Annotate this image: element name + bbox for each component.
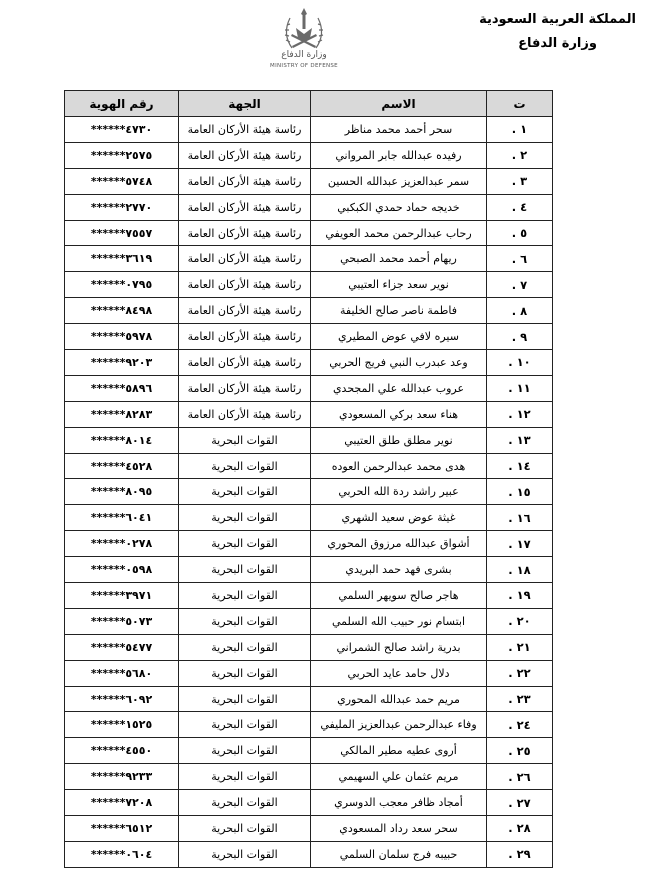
row-entity: القوات البحرية (179, 660, 311, 686)
row-number: ١ . (487, 117, 553, 143)
row-name: ابتسام نور حبيب الله السلمي (311, 608, 487, 634)
row-id-number: ******٨٠١٤ (65, 427, 179, 453)
row-entity: القوات البحرية (179, 583, 311, 609)
row-number: ٦ . (487, 246, 553, 272)
row-entity: رئاسة هيئة الأركان العامة (179, 350, 311, 376)
row-id-number: ******٤٥٥٠ (65, 738, 179, 764)
table-row (65, 583, 553, 609)
row-number: ٢٨ . (487, 816, 553, 842)
table-row (65, 246, 553, 272)
row-id-number: ******٤٧٣٠ (65, 117, 179, 143)
row-number: ٢٧ . (487, 790, 553, 816)
table-row (65, 686, 553, 712)
row-entity: القوات البحرية (179, 479, 311, 505)
row-entity: رئاسة هيئة الأركان العامة (179, 220, 311, 246)
table-row (65, 660, 553, 686)
row-entity: رئاسة هيئة الأركان العامة (179, 272, 311, 298)
row-name: مريم عثمان علي السهيمي (311, 764, 487, 790)
row-entity: رئاسة هيئة الأركان العامة (179, 401, 311, 427)
row-id-number: ******٠٦٠٤ (65, 841, 179, 867)
col-header-id: رقم الهوية (65, 91, 179, 117)
row-name: سمر عبدالعزيز عبدالله الحسين (311, 168, 487, 194)
row-id-number: ******٠٥٩٨ (65, 557, 179, 583)
row-number: ١٤ . (487, 453, 553, 479)
row-entity: رئاسة هيئة الأركان العامة (179, 375, 311, 401)
row-id-number: ******٥٦٨٠ (65, 660, 179, 686)
kingdom-title: المملكة العربية السعودية (479, 12, 636, 27)
row-name: بدرية راشد صالح الشمراني (311, 634, 487, 660)
row-name: ريهام أحمد محمد الصبحي (311, 246, 487, 272)
table-row (65, 324, 553, 350)
row-number: ١٢ . (487, 401, 553, 427)
emblem-icon (262, 4, 346, 52)
table-row (65, 634, 553, 660)
row-number: ١٩ . (487, 583, 553, 609)
table-row (65, 298, 553, 324)
row-name: فاطمة ناصر صالح الخليفة (311, 298, 487, 324)
row-name: وعد عبدرب النبي فريج الحربي (311, 350, 487, 376)
table-row (65, 764, 553, 790)
row-id-number: ******٥٧٤٨ (65, 168, 179, 194)
row-number: ٤ . (487, 194, 553, 220)
table-row (65, 479, 553, 505)
row-entity: القوات البحرية (179, 505, 311, 531)
row-id-number: ******٥٩٧٨ (65, 324, 179, 350)
table-row (65, 453, 553, 479)
row-entity: القوات البحرية (179, 738, 311, 764)
row-entity: القوات البحرية (179, 790, 311, 816)
table-row (65, 401, 553, 427)
emblem-text-ar: وزارة الدفاع (281, 50, 327, 60)
table-row (65, 505, 553, 531)
table-row (65, 117, 553, 143)
row-entity: القوات البحرية (179, 427, 311, 453)
row-name: دلال حامد عايد الحربي (311, 660, 487, 686)
row-name: عروب عبدالله علي المجحدي (311, 375, 487, 401)
row-id-number: ******٤٥٢٨ (65, 453, 179, 479)
col-header-entity: الجهة (179, 91, 311, 117)
row-number: ٢٤ . (487, 712, 553, 738)
emblem-text-en: MINISTRY OF DEFENSE (270, 63, 338, 69)
row-entity: القوات البحرية (179, 531, 311, 557)
table-row (65, 608, 553, 634)
row-number: ٢٣ . (487, 686, 553, 712)
row-id-number: ******٨٤٩٨ (65, 298, 179, 324)
row-number: ٧ . (487, 272, 553, 298)
row-entity: رئاسة هيئة الأركان العامة (179, 168, 311, 194)
table-row (65, 350, 553, 376)
row-entity: القوات البحرية (179, 453, 311, 479)
row-number: ١٥ . (487, 479, 553, 505)
row-number: ١١ . (487, 375, 553, 401)
row-id-number: ******٢٧٧٠ (65, 194, 179, 220)
row-name: سحر أحمد محمد مناظر (311, 117, 487, 143)
table-row (65, 712, 553, 738)
ministry-title: وزارة الدفاع (518, 36, 597, 51)
row-entity: القوات البحرية (179, 841, 311, 867)
row-id-number: ******٩٢٠٣ (65, 350, 179, 376)
row-id-number: ******٨٠٩٥ (65, 479, 179, 505)
row-id-number: ******٥٤٧٧ (65, 634, 179, 660)
row-id-number: ******٣٦١٩ (65, 246, 179, 272)
table-row (65, 427, 553, 453)
row-name: هناء سعد بركي المسعودي (311, 401, 487, 427)
row-name: هاجر صالح سويهر السلمي (311, 583, 487, 609)
row-entity: رئاسة هيئة الأركان العامة (179, 142, 311, 168)
table-row (65, 194, 553, 220)
table-header-row (65, 91, 553, 117)
row-name: غيثة عوض سعيد الشهري (311, 505, 487, 531)
row-entity: القوات البحرية (179, 816, 311, 842)
row-number: ٥ . (487, 220, 553, 246)
row-number: ١٦ . (487, 505, 553, 531)
table-row (65, 168, 553, 194)
row-id-number: ******٨٢٨٣ (65, 401, 179, 427)
row-number: ٢ . (487, 142, 553, 168)
table-row (65, 220, 553, 246)
table-row (65, 142, 553, 168)
row-name: خديجه حماد حمدي الكبكبي (311, 194, 487, 220)
row-id-number: ******٠٧٩٥ (65, 272, 179, 298)
table-row (65, 816, 553, 842)
row-number: ١٨ . (487, 557, 553, 583)
row-name: أمجاد ظافر معجب الدوسري (311, 790, 487, 816)
table-row (65, 738, 553, 764)
row-number: ٩ . (487, 324, 553, 350)
row-entity: رئاسة هيئة الأركان العامة (179, 298, 311, 324)
row-number: ٢٩ . (487, 841, 553, 867)
row-name: حبيبه فرج سلمان السلمي (311, 841, 487, 867)
row-id-number: ******٦٥١٢ (65, 816, 179, 842)
row-entity: القوات البحرية (179, 634, 311, 660)
row-entity: القوات البحرية (179, 712, 311, 738)
table-row (65, 790, 553, 816)
row-number: ٢٦ . (487, 764, 553, 790)
row-number: ٨ . (487, 298, 553, 324)
row-name: نوير مطلق طلق العتيبي (311, 427, 487, 453)
col-header-number: ت (487, 91, 553, 117)
row-name: هدى محمد عبدالرحمن العوده (311, 453, 487, 479)
row-number: ٢٢ . (487, 660, 553, 686)
ministry-emblem (262, 4, 346, 76)
row-name: سحر سعد رداد المسعودي (311, 816, 487, 842)
row-id-number: ******١٥٢٥ (65, 712, 179, 738)
row-name: عبير راشد ردة الله الحربي (311, 479, 487, 505)
row-number: ٢٥ . (487, 738, 553, 764)
table-row (65, 557, 553, 583)
row-id-number: ******٦٠٤١ (65, 505, 179, 531)
row-entity: القوات البحرية (179, 557, 311, 583)
row-name: وفاء عبدالرحمن عبدالعزيز المليفي (311, 712, 487, 738)
table-row (65, 841, 553, 867)
row-id-number: ******٧٥٥٧ (65, 220, 179, 246)
row-number: ٢٠ . (487, 608, 553, 634)
row-id-number: ******٥٨٩٦ (65, 375, 179, 401)
row-id-number: ******٢٥٧٥ (65, 142, 179, 168)
row-number: ١٣ . (487, 427, 553, 453)
table-row (65, 272, 553, 298)
names-table (64, 90, 553, 868)
row-number: ١٧ . (487, 531, 553, 557)
document-header (479, 10, 636, 54)
row-id-number: ******٣٩٧١ (65, 583, 179, 609)
row-id-number: ******٩٢٣٣ (65, 764, 179, 790)
row-id-number: ******٠٢٧٨ (65, 531, 179, 557)
row-entity: القوات البحرية (179, 686, 311, 712)
row-entity: القوات البحرية (179, 608, 311, 634)
row-entity: رئاسة هيئة الأركان العامة (179, 117, 311, 143)
row-name: نوير سعد جزاء العتيبي (311, 272, 487, 298)
table-row (65, 531, 553, 557)
row-entity: رئاسة هيئة الأركان العامة (179, 324, 311, 350)
row-entity: القوات البحرية (179, 764, 311, 790)
col-header-name: الاسم (311, 91, 487, 117)
row-name: أشواق عبدالله مرزوق المحوري (311, 531, 487, 557)
row-name: مريم حمد عبدالله المحوري (311, 686, 487, 712)
row-name: بشرى فهد حمد البريدي (311, 557, 487, 583)
row-id-number: ******٥٠٧٣ (65, 608, 179, 634)
row-id-number: ******٦٠٩٢ (65, 686, 179, 712)
row-name: سيره لافي عوض المطيري (311, 324, 487, 350)
row-name: رفيده عبدالله جابر المرواني (311, 142, 487, 168)
row-name: رحاب عبدالرحمن محمد العويفي (311, 220, 487, 246)
row-entity: رئاسة هيئة الأركان العامة (179, 194, 311, 220)
row-number: ٣ . (487, 168, 553, 194)
row-number: ١٠ . (487, 350, 553, 376)
row-entity: رئاسة هيئة الأركان العامة (179, 246, 311, 272)
row-name: أروى عطيه مطير المالكي (311, 738, 487, 764)
row-number: ٢١ . (487, 634, 553, 660)
table-row (65, 375, 553, 401)
row-id-number: ******٧٢٠٨ (65, 790, 179, 816)
